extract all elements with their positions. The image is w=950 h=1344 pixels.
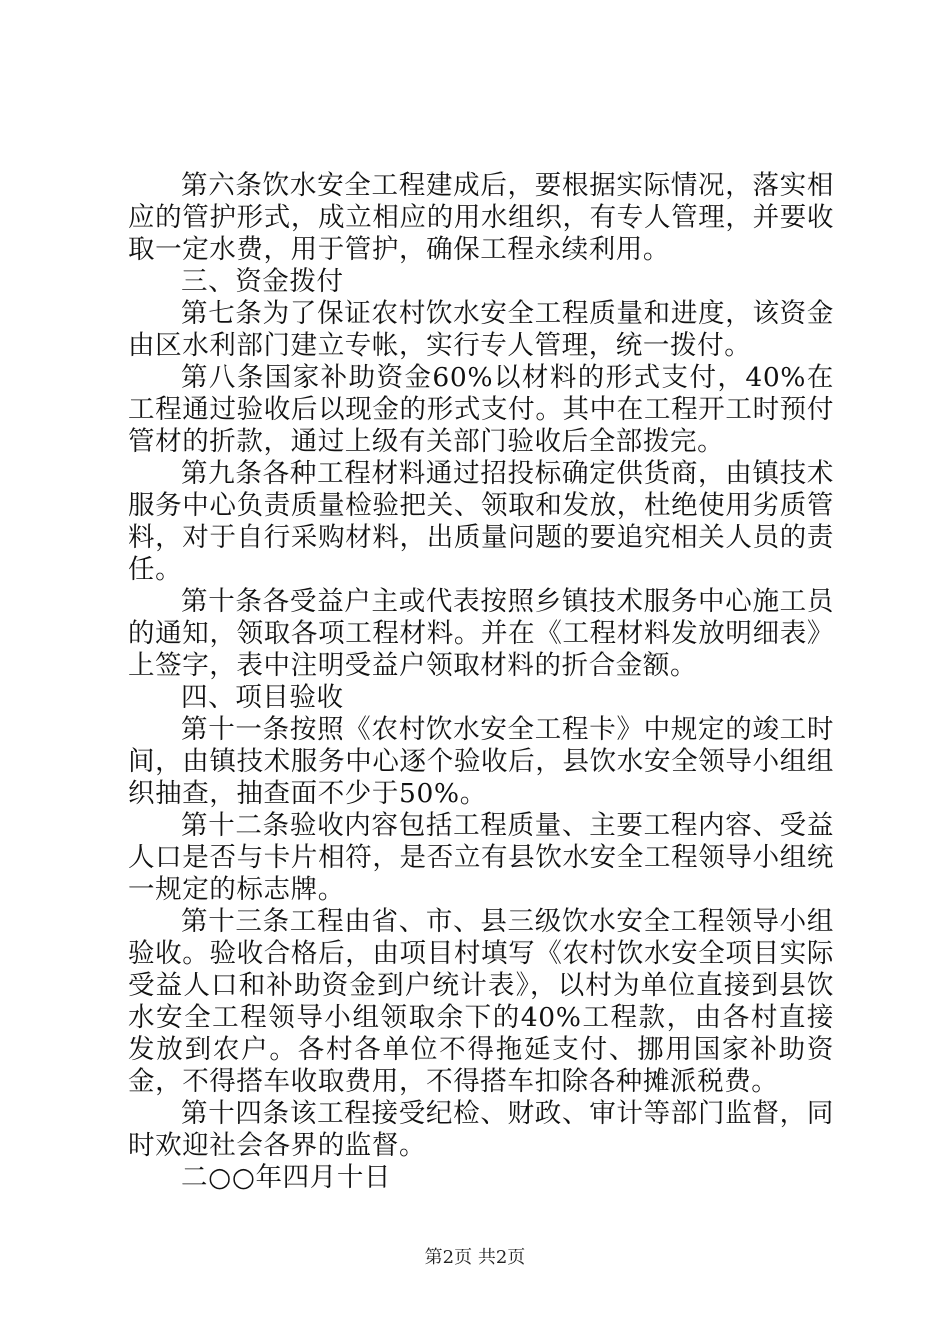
article-11: 第十一条按照《农村饮水安全工程卡》中规定的竣工时间，由镇技术服务中心逐个验收后，县饮水安全领导小组组织抽查，抽查面不少于50%。: [128, 714, 834, 809]
article-12: 第十二条验收内容包括工程质量、主要工程内容、受益人口是否与卡片相符，是否立有县饮水安全工程领导小组统一规定的标志牌。: [128, 810, 834, 905]
article-10: 第十条各受益户主或代表按照乡镇技术服务中心施工员的通知，领取各项工程材料。并在《工程材料发放明细表》上签字，表中注明受益户领取材料的折合金额。: [128, 586, 834, 681]
article-6: 第六条饮水安全工程建成后，要根据实际情况，落实相应的管护形式，成立相应的用水组织，有专人管理，并要收取一定水费，用于管护，确保工程永续利用。: [128, 170, 834, 265]
document-date: 二○○年四月十日: [181, 1162, 392, 1193]
section-heading-acceptance: 四、项目验收: [181, 682, 344, 713]
article-9: 第九条各种工程材料通过招投标确定供货商，由镇技术服务中心负责质量检验把关、领取和发放，杜绝使用劣质管料，对于自行采购材料，出质量问题的要追究相关人员的责任。: [128, 458, 834, 585]
section-heading-funding: 三、资金拨付: [181, 266, 344, 297]
article-13: 第十三条工程由省、市、县三级饮水安全工程领导小组验收。验收合格后，由项目村填写《农村饮水安全项目实际受益人口和补助资金到户统计表》，以村为单位直接到县饮水安全工程领导小组领取余下的40%工程款，由各村直接发放到农户。各村各单位不得拖延支付、挪用国家补助资金，不得搭车收取费用，不得搭车扣除各种摊派税费。: [128, 906, 834, 1097]
article-7: 第七条为了保证农村饮水安全工程质量和进度，该资金由区水利部门建立专帐，实行专人管理，统一拨付。: [128, 298, 834, 361]
article-8: 第八条国家补助资金60%以材料的形式支付，40%在工程通过验收后以现金的形式支付。其中在工程开工时预付管材的折款，通过上级有关部门验收后全部拨完。: [128, 362, 834, 457]
document-body: [128, 170, 834, 1194]
article-14: 第十四条该工程接受纪检、财政、审计等部门监督，同时欢迎社会各界的监督。: [128, 1098, 834, 1161]
page-number-footer: 第2页 共2页: [424, 1247, 526, 1268]
